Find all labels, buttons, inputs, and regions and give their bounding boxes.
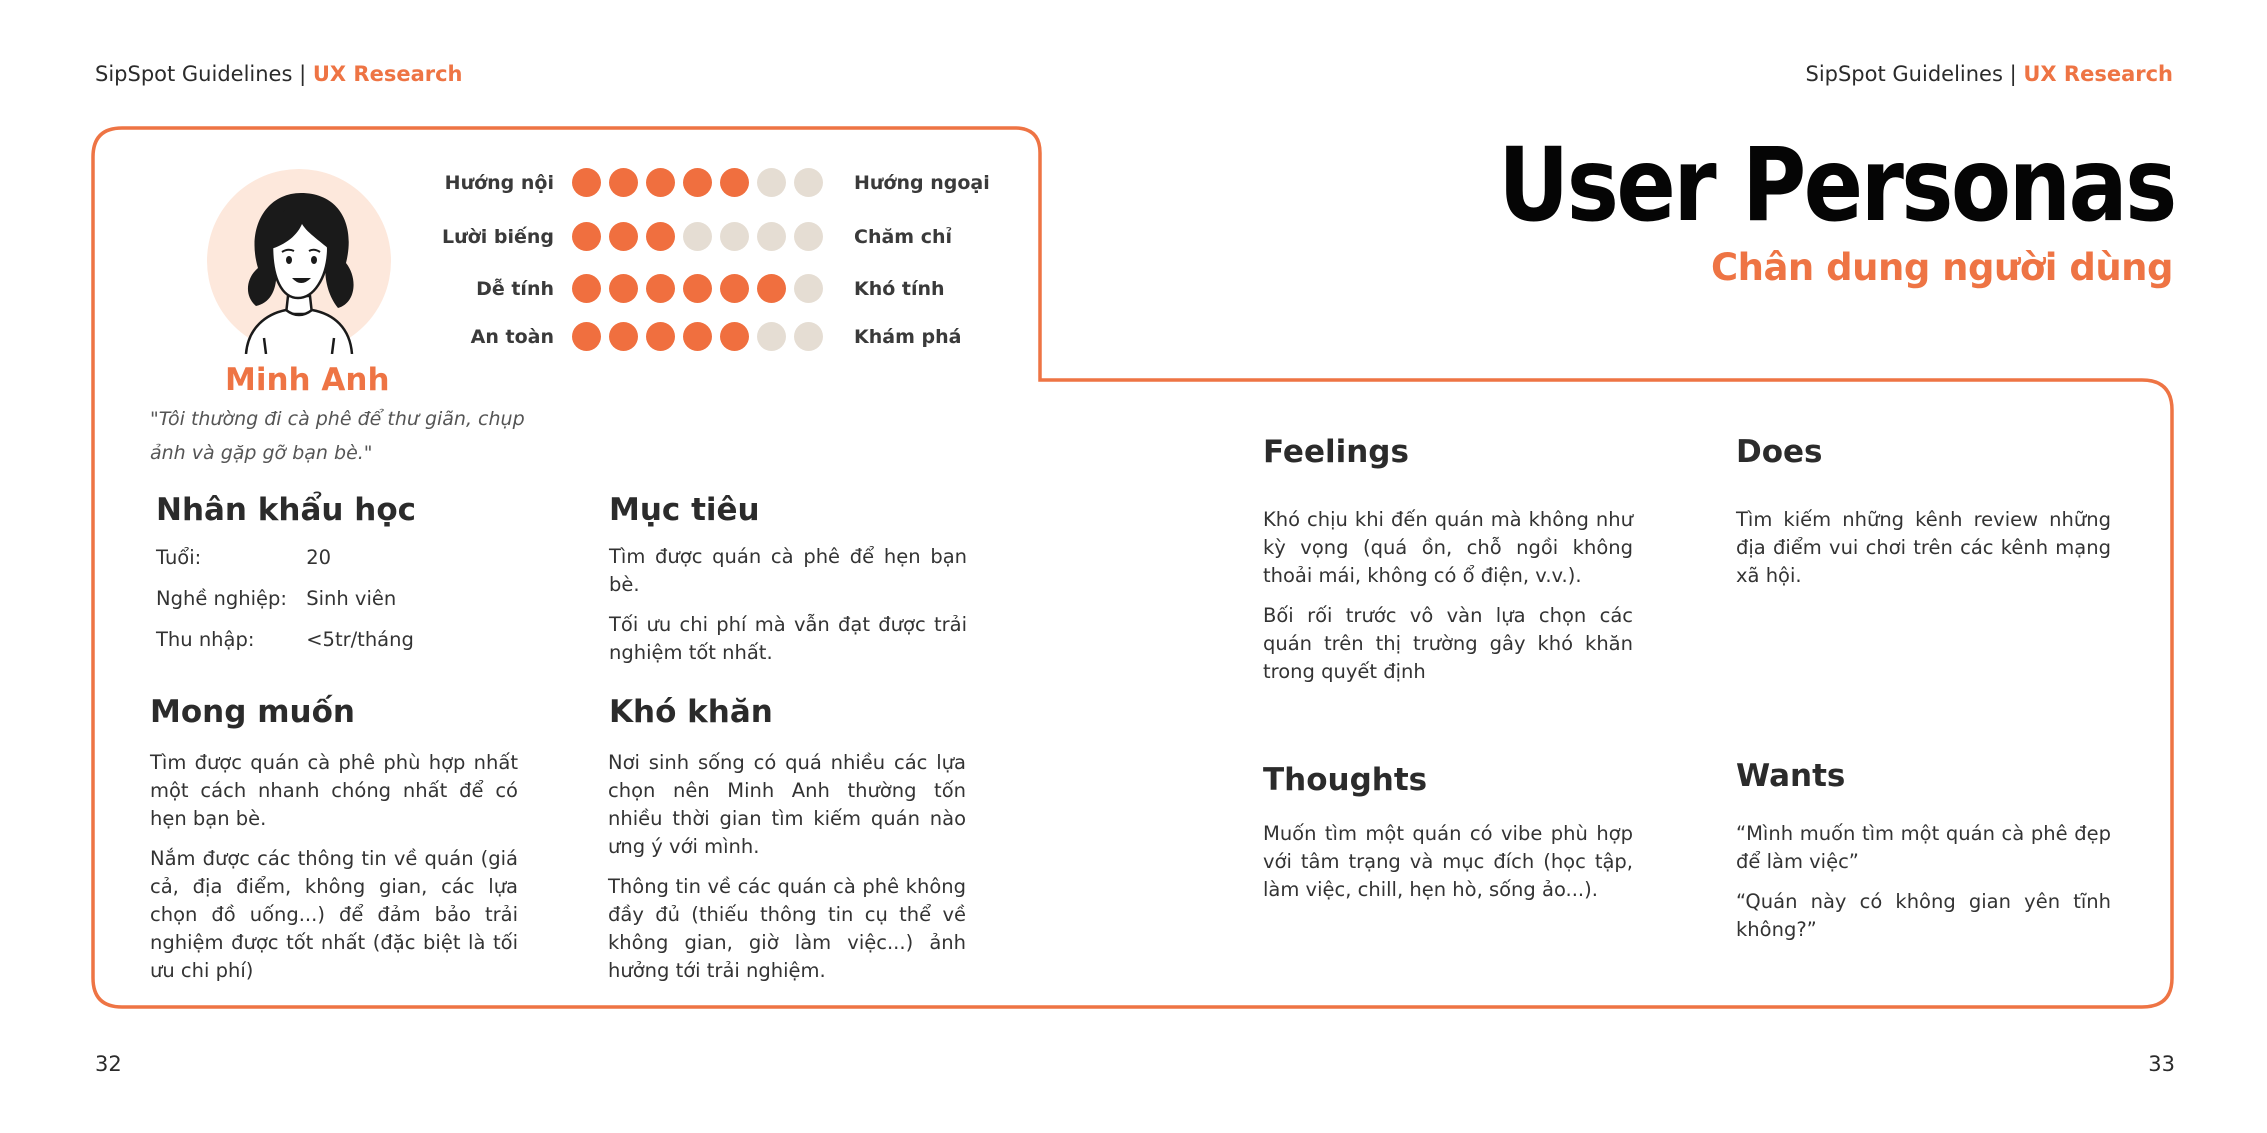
trait-dot-filled — [609, 222, 638, 251]
trait-dot-empty — [683, 222, 712, 251]
demographics-row — [156, 628, 414, 651]
trait-dot-empty — [794, 222, 823, 251]
trait-scale — [572, 222, 823, 251]
header-separator: | — [2009, 62, 2017, 86]
page-number-right: 33 — [2148, 1052, 2175, 1076]
trait-scale — [572, 274, 823, 303]
persona-name: Minh Anh — [225, 362, 390, 398]
trait-left-label: Lười biếng — [442, 226, 554, 248]
difficulties-body — [608, 749, 966, 997]
trait-dot-filled — [646, 222, 675, 251]
does-body — [1736, 506, 2111, 602]
trait-right-label: Chăm chỉ — [854, 226, 953, 248]
header-brand: SipSpot Guidelines — [95, 62, 293, 86]
header-section: UX Research — [312, 62, 463, 86]
does-title: Does — [1736, 434, 1823, 470]
demographics-value: <5tr/tháng — [306, 628, 414, 651]
trait-right-label: Hướng ngoại — [854, 172, 990, 194]
demographics-value: Sinh viên — [306, 587, 397, 610]
trait-scale — [572, 168, 823, 197]
trait-dot-empty — [794, 322, 823, 351]
trait-right-label: Khám phá — [854, 326, 962, 348]
wants-paragraph: “Quán này có không gian yên tĩnh không?” — [1736, 890, 2111, 941]
trait-dot-filled — [683, 168, 712, 197]
trait-dot-empty — [757, 168, 786, 197]
persona-quote: "Tôi thường đi cà phê để thư giãn, chụp ảnh và gặp gỡ bạn bè." — [150, 408, 525, 464]
goals-paragraph: Tối ưu chi phí mà vẫn đạt được trải nghiệm tốt nhất. — [609, 613, 967, 664]
demographics-value: 20 — [306, 546, 332, 569]
trait-dot-filled — [572, 168, 601, 197]
trait-row — [380, 320, 1020, 360]
trait-dot-empty — [794, 168, 823, 197]
trait-scale — [572, 322, 823, 351]
trait-dot-filled — [720, 274, 749, 303]
desires-paragraph: Nắm được các thông tin về quán (giá cả, địa điểm, không gian, các lựa chọn đồ uống...) để đảm bảo trải nghiệm được tốt nhất (đặc biệt là tối ưu chi phí) — [150, 847, 518, 982]
goals-paragraph: Tìm được quán cà phê để hẹn bạn bè. — [609, 545, 967, 596]
desires-paragraph: Tìm được quán cà phê phù hợp nhất một cách nhanh chóng nhất để có hẹn bạn bè. — [150, 751, 518, 830]
trait-dot-filled — [683, 274, 712, 303]
trait-dot-filled — [646, 274, 675, 303]
thoughts-body — [1263, 820, 1633, 916]
trait-dot-filled — [572, 222, 601, 251]
trait-right-label: Khó tính — [854, 278, 945, 300]
trait-dot-empty — [794, 274, 823, 303]
desires-title: Mong muốn — [150, 694, 355, 730]
trait-left-label: An toàn — [470, 326, 554, 348]
trait-dot-filled — [757, 274, 786, 303]
trait-row — [380, 166, 1020, 206]
trait-dot-filled — [609, 274, 638, 303]
demographics-row — [156, 587, 396, 610]
feelings-title: Feelings — [1263, 434, 1409, 470]
demographics-label: Thu nhập: — [156, 628, 255, 651]
header-brand: SipSpot Guidelines — [1805, 62, 2003, 86]
trait-dot-filled — [572, 322, 601, 351]
difficulties-paragraph: Thông tin về các quán cà phê không đầy đủ (thiếu thông tin cụ thể về không gian, giờ làm việc...) ảnh hưởng tới trải nghiệm. — [608, 875, 966, 982]
trait-left-label: Dễ tính — [476, 278, 554, 300]
trait-dot-empty — [720, 222, 749, 251]
page-title: User Personas — [1498, 126, 2175, 245]
trait-row — [380, 272, 1020, 312]
trait-dot-filled — [572, 274, 601, 303]
trait-dot-filled — [646, 322, 675, 351]
demographics-row — [156, 546, 331, 569]
thoughts-title: Thoughts — [1263, 762, 1428, 798]
page-number-left: 32 — [95, 1052, 122, 1076]
header-separator: | — [299, 62, 307, 86]
trait-dot-empty — [757, 222, 786, 251]
page-subtitle: Chân dung người dùng — [1710, 246, 2173, 289]
trait-left-label: Hướng nội — [444, 172, 554, 194]
wants-body — [1736, 820, 2111, 956]
desires-body — [150, 749, 518, 997]
trait-dot-filled — [720, 322, 749, 351]
difficulties-title: Khó khăn — [609, 694, 773, 730]
trait-dot-filled — [646, 168, 675, 197]
wants-title: Wants — [1736, 758, 1846, 794]
does-paragraph: Tìm kiếm những kênh review những địa điểm vui chơi trên các kênh mạng xã hội. — [1736, 508, 2111, 587]
feelings-body — [1263, 506, 1633, 698]
woman-avatar-icon — [206, 168, 392, 354]
goals-body — [609, 543, 967, 679]
thoughts-paragraph: Muốn tìm một quán có vibe phù hợp với tâm trạng và mục đích (học tập, làm việc, chill, hẹn hò, sống ảo...). — [1263, 822, 1633, 901]
demographics-label: Tuổi: — [156, 546, 202, 569]
demographics-label: Nghề nghiệp: — [156, 587, 287, 610]
feelings-paragraph: Bối rối trước vô vàn lựa chọn các quán trên thị trường gây khó khăn trong quyết định — [1263, 604, 1633, 683]
trait-dot-empty — [757, 322, 786, 351]
difficulties-paragraph: Nơi sinh sống có quá nhiều các lựa chọn nên Minh Anh thường tốn nhiều thời gian tìm kiếm quán nào ưng ý với mình. — [608, 751, 966, 858]
header-section: UX Research — [2023, 62, 2173, 86]
goals-title: Mục tiêu — [609, 492, 760, 528]
wants-paragraph: “Mình muốn tìm một quán cà phê đẹp để làm việc” — [1736, 822, 2111, 873]
trait-dot-filled — [609, 322, 638, 351]
trait-dot-filled — [683, 322, 712, 351]
trait-dot-filled — [609, 168, 638, 197]
trait-dot-filled — [720, 168, 749, 197]
demographics-title: Nhân khẩu học — [156, 492, 417, 528]
trait-row — [380, 220, 1020, 260]
feelings-paragraph: Khó chịu khi đến quán mà không như kỳ vọng (quá ồn, chỗ ngồi không thoải mái, không có ổ điện, v.v.). — [1263, 508, 1633, 587]
